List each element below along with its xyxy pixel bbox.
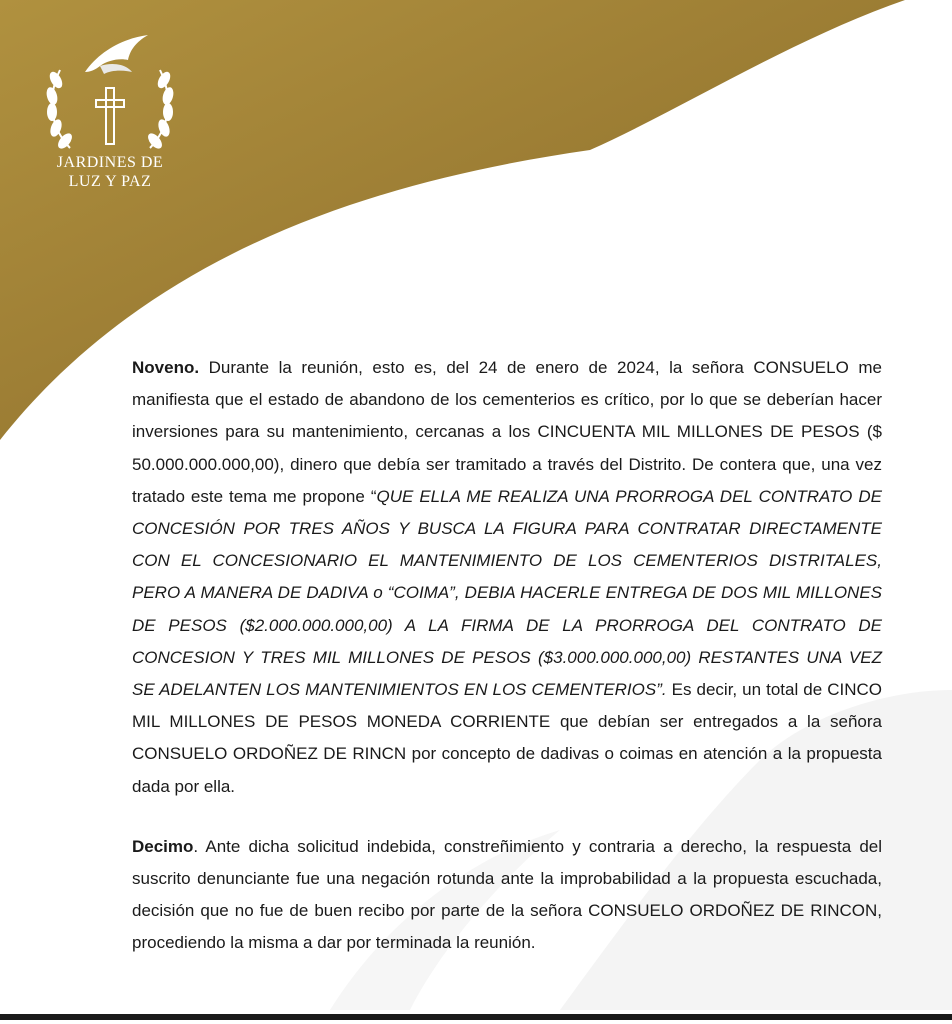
paragraph-heading: Decimo	[132, 836, 194, 856]
paragraph-heading: Noveno.	[132, 358, 200, 377]
document-body	[132, 352, 882, 960]
cross-icon	[96, 88, 124, 144]
paragraph-noveno	[132, 352, 882, 803]
brand-name-line2: LUZ Y PAZ	[68, 173, 152, 190]
quoted-proposal: QUE ELLA ME REALIZA UNA PRORROGA DEL CONTRATO DE CONCESIÓN POR TRES AÑOS Y BUSCA LA FIGURA PARA CONTRATAR DIRECTAMENTE CON EL CONCESIONARIO EL MANTENIMIENTO DE LOS CEMENTERIOS DISTRITALES, PERO A MANERA DE DADIVA o “COIMA”, DEBIA HACERLE ENTREGA DE DOS MIL MILLONES DE PESOS ($2.000.000.000,00) A LA FIRMA DE LA PRORROGA DEL CONTRATO DE CONCESION Y TRES MIL MILLONES DE PESOS ($3.000.000.000,00) RESTANTES UNA VEZ SE ADELANTEN LOS MANTENIMIENTOS EN LOS CEMENTERIOS”.	[132, 486, 882, 700]
paragraph-decimo	[132, 831, 882, 960]
dove-icon	[85, 35, 148, 74]
paragraph-text: . Ante dicha solicitud indebida, constreñimiento y contraria a derecho, la respuesta del suscrito denunciante fue una negación rotunda ante la improbabilidad a la propuesta escuchada, decisión que no fue de buen recibo por parte de la señora CONSUELO ORDOÑEZ DE RINCON, procediendo la misma a dar por terminada la reunión.	[132, 836, 882, 953]
footer-rule	[0, 1014, 952, 1020]
paragraph-text: Durante la reunión, esto es, del 24 de enero de 2024, la señora CONSUELO me manifiesta que el estado de abandono de los cementerios es crítico, por lo que se deberían hacer inversiones para su mantenimiento, cercanas a los CINCUENTA MIL MILLONES DE PESOS ($ 50.000.000.000,00), dinero que debía ser tramitado a través del Distrito. De contera que, una vez tratado este tema me propone “	[132, 358, 882, 506]
paragraph-text: Es decir, un total de CINCO MIL MILLONES DE PESOS MONEDA CORRIENTE que debían ser entregados a la señora CONSUELO ORDOÑEZ DE RINCN por concepto de dadivas o coimas en atención a la propuesta dada por ella.	[132, 680, 882, 796]
brand-name-line1: JARDINES DE	[56, 154, 164, 171]
laurel-icon	[45, 70, 175, 151]
company-logo	[40, 30, 180, 195]
